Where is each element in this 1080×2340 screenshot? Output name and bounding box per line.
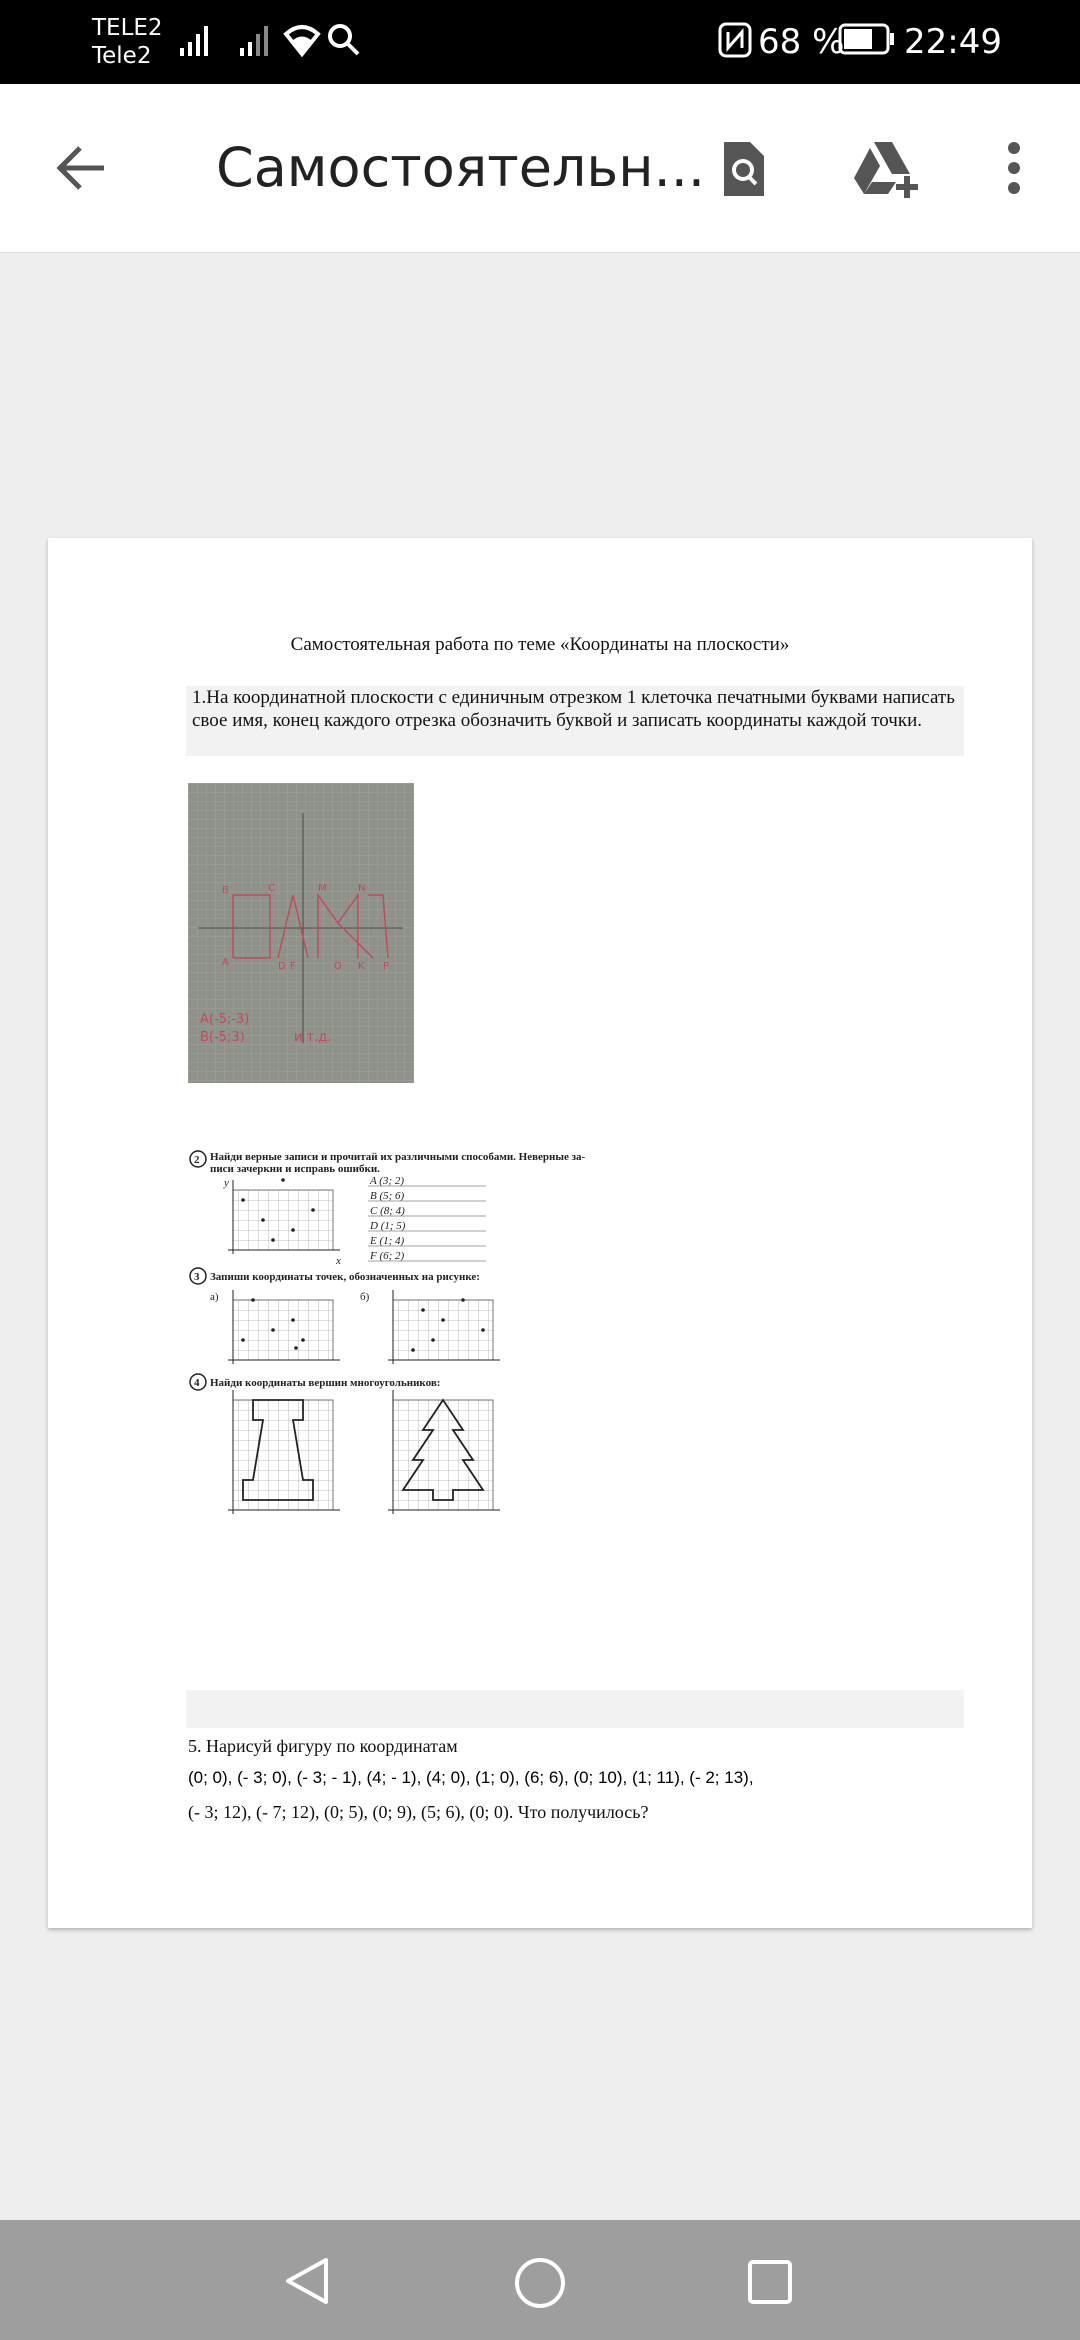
carrier-1: TELE2 [92, 15, 163, 41]
nav-home-icon[interactable] [513, 2256, 567, 2310]
signal-2-icon [238, 22, 274, 58]
photo-note-b: B(-5;3) [200, 1030, 245, 1045]
task3b-grid [393, 1300, 493, 1360]
carrier-2: Tele2 [92, 43, 152, 69]
task2-entry-e: E (1; 4) [370, 1235, 405, 1247]
svg-text:C: C [268, 883, 275, 894]
nfc-icon [718, 22, 752, 58]
task3-part-b: б) [360, 1291, 370, 1303]
task4-text: Найди координаты вершин многоугольников: [210, 1377, 441, 1389]
task2-entry-f: F (6; 2) [370, 1250, 405, 1262]
back-arrow-icon[interactable] [54, 140, 110, 196]
task2-entries [368, 1175, 486, 1262]
task3-text: Запиши координаты точек, обозначенных на рисунке: [210, 1271, 480, 1283]
task2-number: 2 [194, 1154, 200, 1166]
system-nav-bar [0, 2220, 1080, 2340]
document-title: Самостоятельн... [216, 136, 706, 199]
task2-text-1: Найди верные записи и прочитай их различными способами. Неверные за- [210, 1151, 586, 1163]
task4-number: 4 [194, 1377, 200, 1389]
wifi-icon [282, 22, 322, 58]
task5-coords-2: (- 3; 12), (- 7; 12), (0; 5), (0; 9), (5; 6), (0; 0). Что получилось? [188, 1802, 649, 1822]
svg-text:A: A [222, 957, 229, 968]
task4b-grid [393, 1400, 493, 1510]
svg-text:O: O [334, 961, 342, 972]
svg-text:P: P [383, 961, 390, 972]
svg-text:M: M [318, 883, 327, 894]
worksheet-drawing [188, 1150, 666, 1690]
carrier-labels [92, 14, 163, 70]
doc-search-icon[interactable] [718, 138, 770, 200]
app-bar [0, 84, 1080, 253]
signal-1-icon [178, 22, 214, 58]
battery-percent: 68 % [758, 22, 845, 62]
svg-text:D: D [278, 961, 286, 972]
task3a-grid [233, 1300, 333, 1360]
handwritten-photo[interactable] [188, 783, 414, 1083]
task2-grid [233, 1190, 333, 1250]
clock: 22:49 [904, 22, 1002, 62]
photo-note-etc: и т.д. [294, 1030, 332, 1045]
task1-text: 1.На координатной плоскости с единичным отрезком 1 клеточка печатными буквами написать свое имя, конец каждого отрезка обозначить буквой и записать координаты каждой точки. [192, 687, 955, 731]
task5-coords-1: (0; 0), (- 3; 0), (- 3; - 1), (4; - 1), (4; 0), (1; 0), (6; 6), (0; 10), (1; 11), (- 2; 13), [188, 1768, 754, 1787]
task4-strip [186, 1690, 964, 1728]
nav-recents-icon[interactable] [746, 2258, 794, 2306]
task3-part-a: а) [210, 1291, 219, 1303]
task3-number: 3 [194, 1271, 200, 1283]
search-icon [326, 22, 362, 58]
task2-entry-c: C (8; 4) [370, 1205, 405, 1217]
drive-add-icon[interactable] [852, 138, 924, 200]
battery-icon [838, 22, 896, 56]
nav-back-icon[interactable] [282, 2256, 332, 2306]
document-page [48, 538, 1032, 1928]
svg-text:B: B [222, 885, 229, 896]
task2-axis-y: y [224, 1177, 229, 1189]
task2-axis-x: x [336, 1255, 341, 1267]
photo-drawing [188, 783, 414, 1083]
doc-heading: Самостоятельная работа по теме «Координаты на плоскости» [290, 634, 790, 655]
svg-text:N: N [358, 883, 366, 894]
task2-entry-b: B (5; 6) [370, 1190, 405, 1202]
photo-note-a: A(-5;-3) [200, 1012, 250, 1027]
task4a-grid [233, 1400, 333, 1510]
task5-heading: 5. Нарисуй фигуру по координатам [188, 1736, 458, 1756]
svg-text:F: F [290, 961, 296, 972]
task2-entry-a: A (3; 2) [370, 1175, 405, 1187]
more-vert-icon[interactable] [1002, 140, 1026, 196]
status-bar [0, 0, 1080, 84]
task2-text-2: писи зачеркни и исправь ошибки. [210, 1163, 380, 1175]
worksheet-scan[interactable] [188, 1150, 666, 1690]
task2-entry-d: D (1; 5) [370, 1220, 406, 1232]
svg-text:K: K [358, 961, 365, 972]
